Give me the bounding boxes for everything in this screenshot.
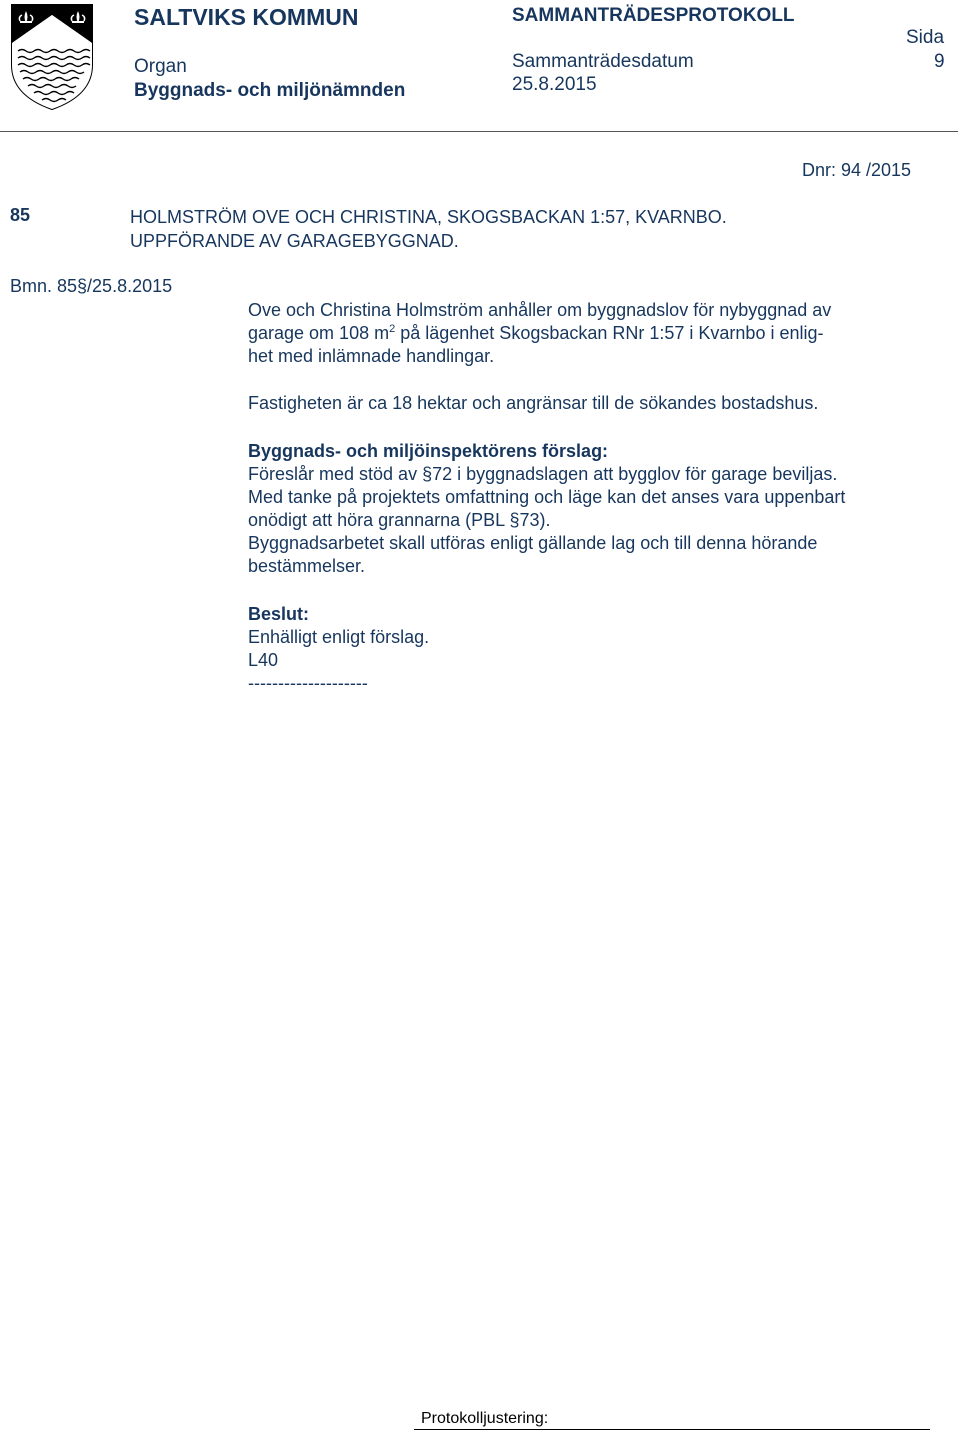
property-paragraph bbox=[248, 392, 938, 415]
intro-line-2-end: på lägenhet Skogsbackan RNr 1:57 i Kvarnbo i enlig- bbox=[395, 323, 824, 343]
proposal-line-1: Föreslår med stöd av §72 i byggnadslagen att bygglov för garage beviljas. bbox=[248, 464, 838, 484]
intro-line-3: het med inlämnade handlingar. bbox=[248, 346, 495, 366]
intro-line-2-start: garage om 108 m bbox=[248, 323, 390, 343]
page-number: 9 bbox=[934, 51, 945, 72]
section-title bbox=[130, 205, 727, 253]
meeting-date-value: 25.8.2015 bbox=[512, 74, 597, 95]
proposal-line-2: Med tanke på projektets omfattning och läge kan det anses vara uppenbart bbox=[248, 487, 846, 507]
document-type: SAMMANTRÄDESPROTOKOLL bbox=[512, 5, 795, 26]
decision-heading: Beslut: bbox=[248, 604, 310, 624]
square-superscript: 2 bbox=[389, 323, 396, 335]
intro-paragraph bbox=[248, 299, 938, 368]
organ-value: Byggnads- och miljönämnden bbox=[134, 80, 406, 101]
bmn-reference: Bmn. 85§/25.8.2015 bbox=[10, 276, 173, 296]
municipality-name: SALTVIKS KOMMUN bbox=[134, 4, 359, 30]
organ-label: Organ bbox=[134, 56, 187, 77]
property-line: Fastigheten är ca 18 hektar och angränsar till de sökandes bostadshus. bbox=[248, 393, 819, 413]
intro-line-1: Ove och Christina Holmström anhåller om byggnadslov för nybyggnad av bbox=[248, 300, 832, 320]
proposal-heading: Byggnads- och miljöinspektörens förslag: bbox=[248, 441, 609, 461]
coat-of-arms-logo bbox=[10, 3, 94, 111]
section-number: 85 bbox=[10, 205, 31, 225]
decision-code: L40 bbox=[248, 650, 279, 670]
proposal-section bbox=[248, 440, 938, 578]
signature-line bbox=[414, 1429, 930, 1430]
decision-text: Enhälligt enligt förslag. bbox=[248, 627, 430, 647]
intro-line-2 bbox=[248, 322, 938, 345]
diary-number: Dnr: 94 /2015 bbox=[802, 160, 912, 180]
meeting-date-label: Sammanträdesdatum bbox=[512, 51, 694, 72]
proposal-line-4: Byggnadsarbetet skall utföras enligt gällande lag och till denna hörande bbox=[248, 533, 818, 553]
header-divider bbox=[0, 131, 958, 132]
proposal-line-5: bestämmelser. bbox=[248, 556, 366, 576]
section-title-line-1: HOLMSTRÖM OVE OCH CHRISTINA, SKOGSBACKAN 1:57, KVARNBO. bbox=[130, 207, 727, 227]
section-title-line-2: UPPFÖRANDE AV GARAGEBYGGNAD. bbox=[130, 231, 459, 251]
page-label: Sida bbox=[906, 27, 945, 48]
proposal-line-3: onödigt att höra grannarna (PBL §73). bbox=[248, 510, 551, 530]
protocol-verification-label: Protokolljustering: bbox=[421, 1410, 549, 1427]
decision-section bbox=[248, 603, 938, 695]
separator-line: -------------------- bbox=[248, 673, 368, 693]
